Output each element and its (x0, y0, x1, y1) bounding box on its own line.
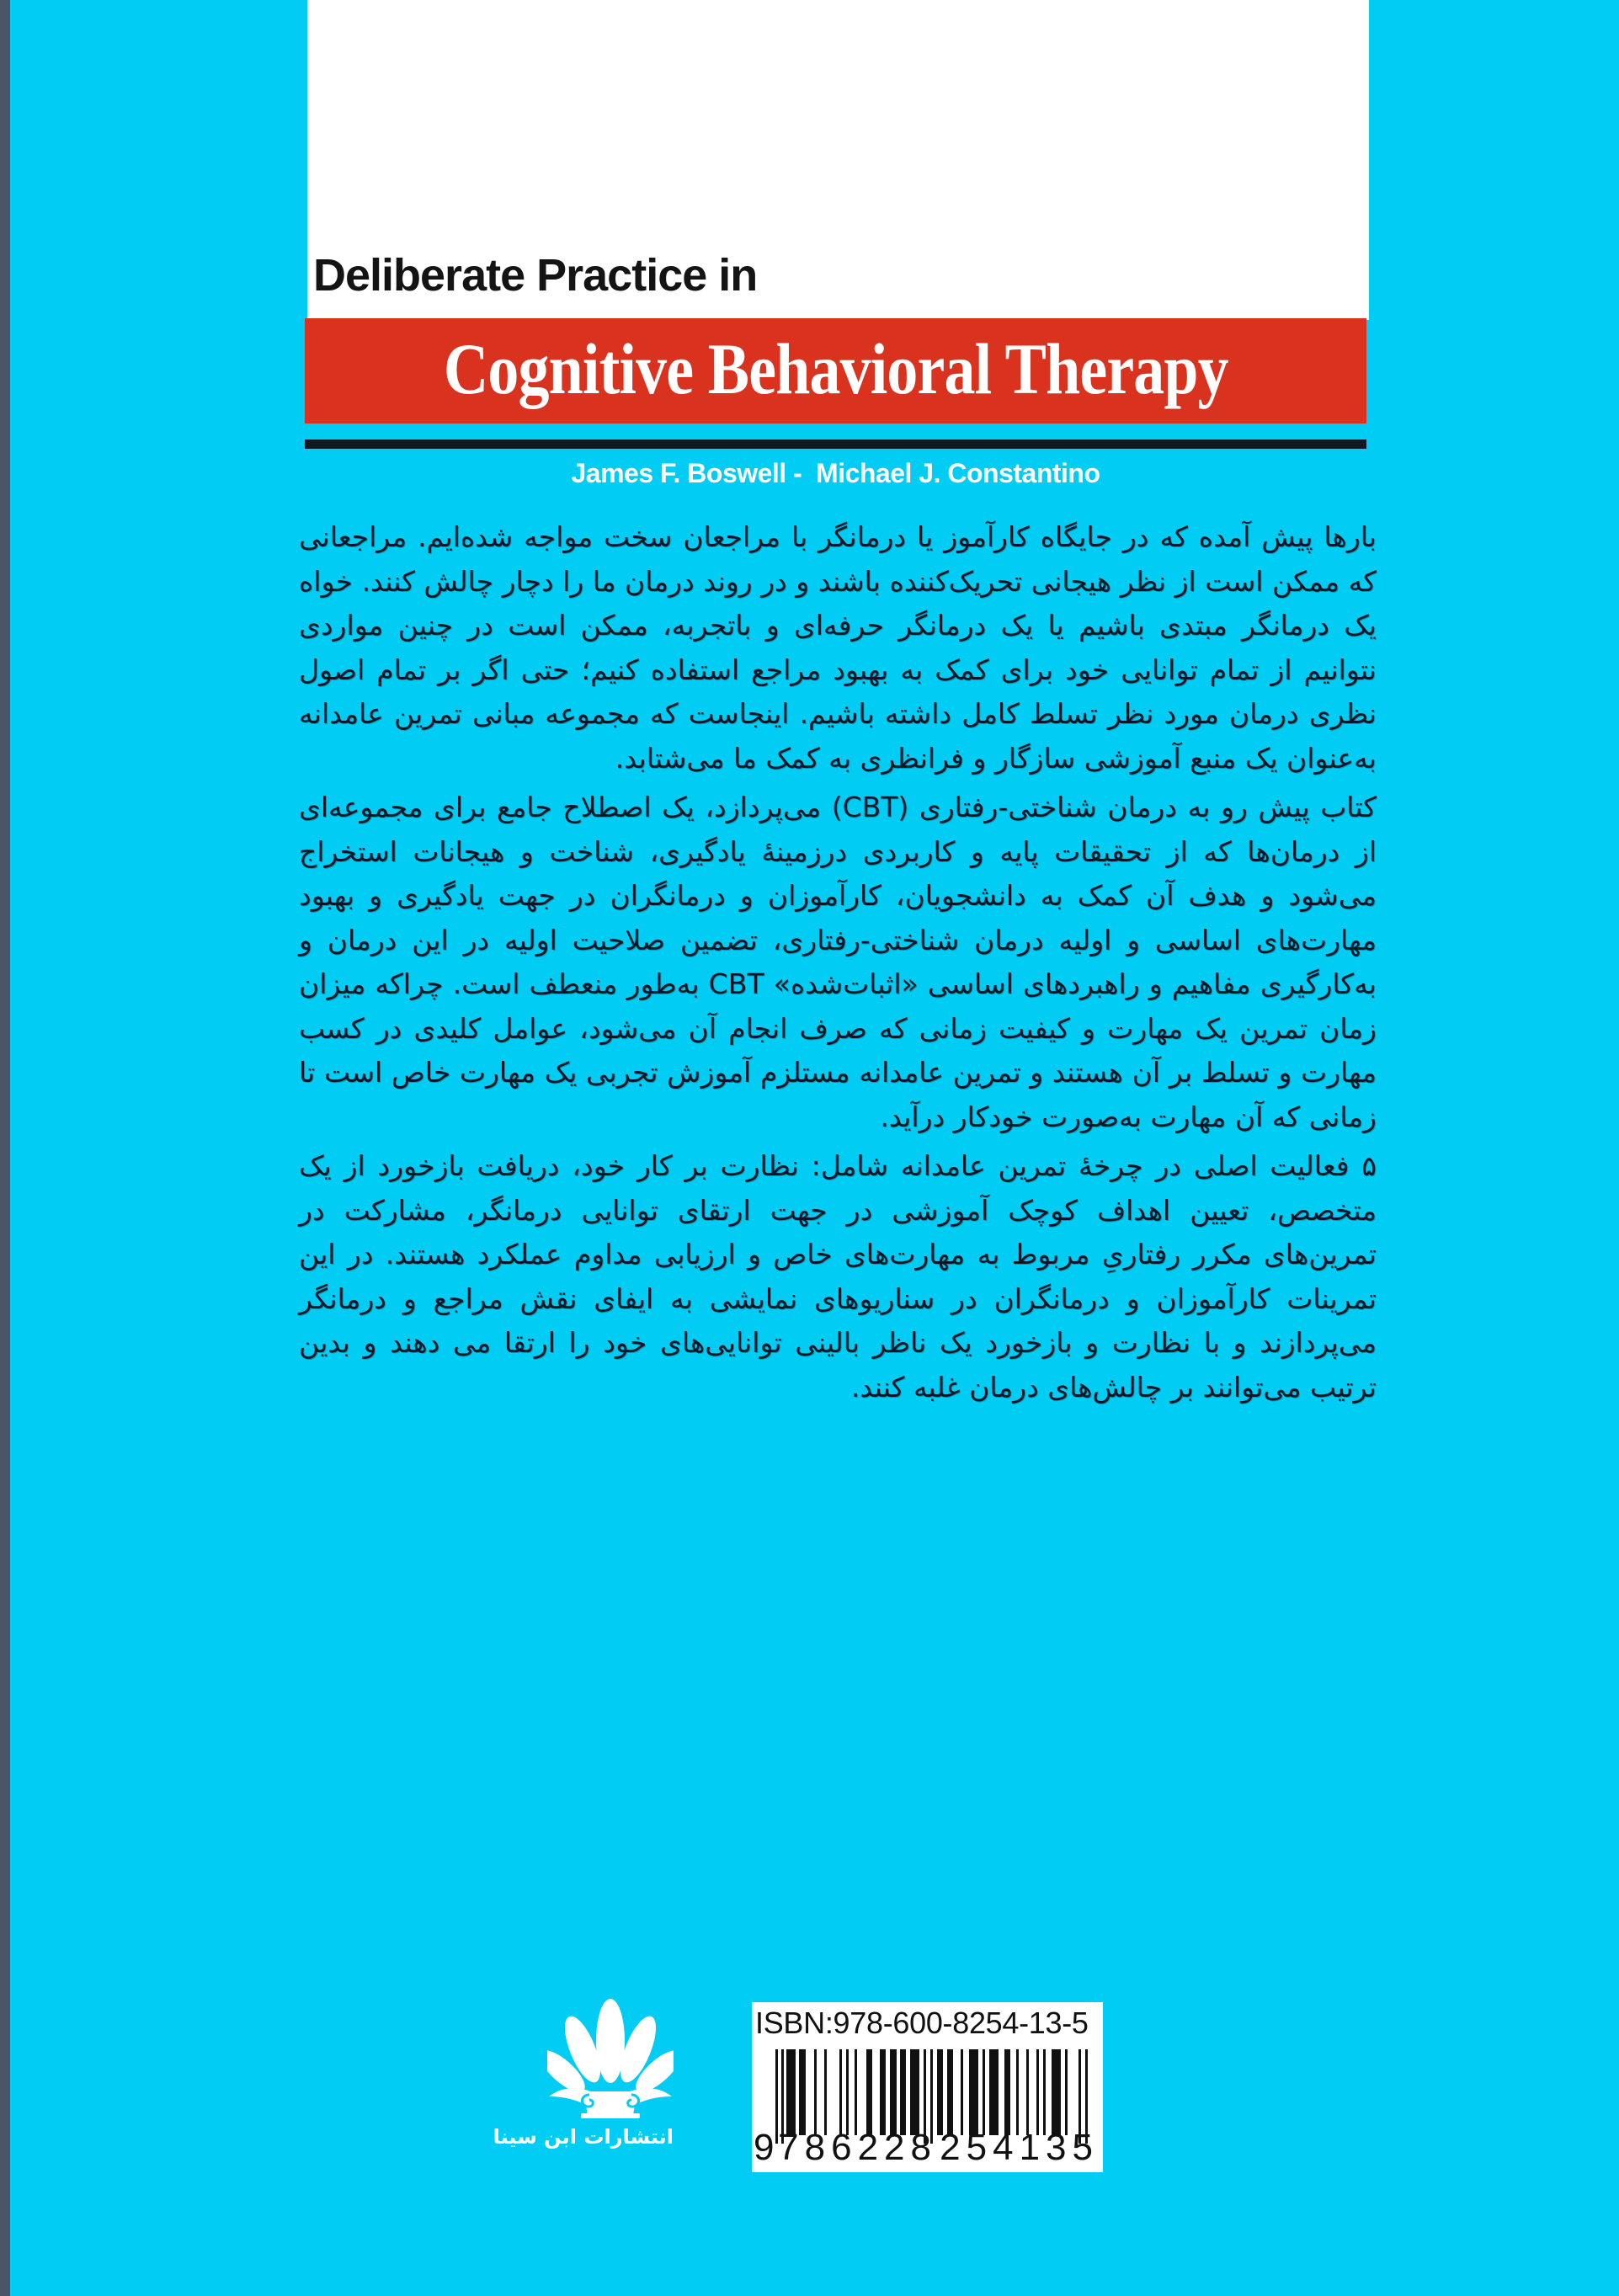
book-subtitle: Deliberate Practice in (313, 250, 758, 301)
shell-fan-logo-icon (547, 1997, 674, 2123)
barcode-digit-first: 9 (754, 2127, 775, 2168)
title-band (305, 318, 1366, 424)
publisher-logo (493, 1997, 674, 2184)
blurb-paragraph-2: کتاب پیش رو به درمان شناختی-رفتاری (CBT) می‌پردازد، یک اصطلاح جامع برای مجموعه‌ای از درمان‌ها که از تحقیقات پایه و کاربردی درزمینهٔ یادگیری، شناخت و هیجانات استخراج می‌شود و هدف آن کمک به دانشجویان، کارآموزان و درمانگران در جهت یادگیری و بهبود مهارت‌های اساسی و اولیه درمان شناختی-رفتاری، تضمین صلاحیت اولیه در این درمان و به‌کارگیری مفاهیم و راهبردهای اساسی «اثبات‌شده» CBT به‌طور منعطف است. چراکه میزان زمان تمرین یک مهارت و کیفیت زمانی که صرف انجام آن می‌شود، عوامل کلیدی در کسب مهارت و تسلط بر آن هستند و تمرین عامدانه مستلزم آموزش تجربی یک مهارت خاص است تا زمانی که آن مهارت به‌صورت خودکار درآید. (299, 791, 1377, 1133)
barcode-digits-right: 254135 (940, 2127, 1099, 2168)
spine-edge (0, 0, 10, 2296)
publisher-name: انتشارات ابن سینا (493, 2125, 674, 2149)
divider-rule (305, 439, 1366, 449)
isbn-barcode-panel (752, 2002, 1103, 2172)
barcode-number (754, 2127, 1099, 2169)
blurb-paragraph-1: بارها پیش آمده که در جایگاه کارآموز یا درمانگر با مراجعان سخت مواجه شده‌ایم. مراجعانی که ممکن است از نظر هیجانی تحریک‌کننده باشند و در روند درمان ما را دچار چالش کنند. خواه یک درمانگر مبتدی باشیم یا یک درمانگر حرفه‌ای و باتجربه، ممکن است در چنین مواردی نتوانیم از تمام توانایی خود برای کمک به بهبود مراجع استفاده کنیم؛ حتی اگر بر تمام اصول نظری درمان مورد نظر تسلط کامل داشته باشیم. اینجاست که مجموعه مبانی تمرین عامدانه به‌عنوان یک منبع آموزشی سازگار و فرانظری به کمک ما می‌شتابد. (299, 520, 1377, 775)
blurb-text (299, 515, 1377, 1414)
isbn-label: ISBN:978-600-8254-13-5 (755, 2006, 1089, 2040)
blurb-paragraph-3: ۵ فعالیت اصلی در چرخهٔ تمرین عامدانه شامل: نظارت بر کار خود، دریافت بازخورد از یک متخصص، تعیین اهداف کوچک آموزشی در جهت ارتقای توانایی درمانگر، مشارکت در تمرین‌های مکرر رفتاریِ مربوط به مهارت‌های خاص و ارزیابی مداوم عملکرد هستند. در این تمرینات کارآموزان و درمانگران در سناریوهای نمایشی به ایفای نقش مراجع و درمانگر می‌پردازند و با نظارت و بازخورد یک ناظر بالینی توانایی‌های خود را ارتقا می دهند و بدین ترتیب می‌توانند بر چالش‌های درمان غلبه کنند. (299, 1149, 1377, 1404)
authors-line: James F. Boswell - Michael J. Constantino (571, 458, 1100, 488)
barcode-digits-left: 786228 (778, 2127, 937, 2168)
book-title: Cognitive Behavioral Therapy (443, 328, 1228, 409)
